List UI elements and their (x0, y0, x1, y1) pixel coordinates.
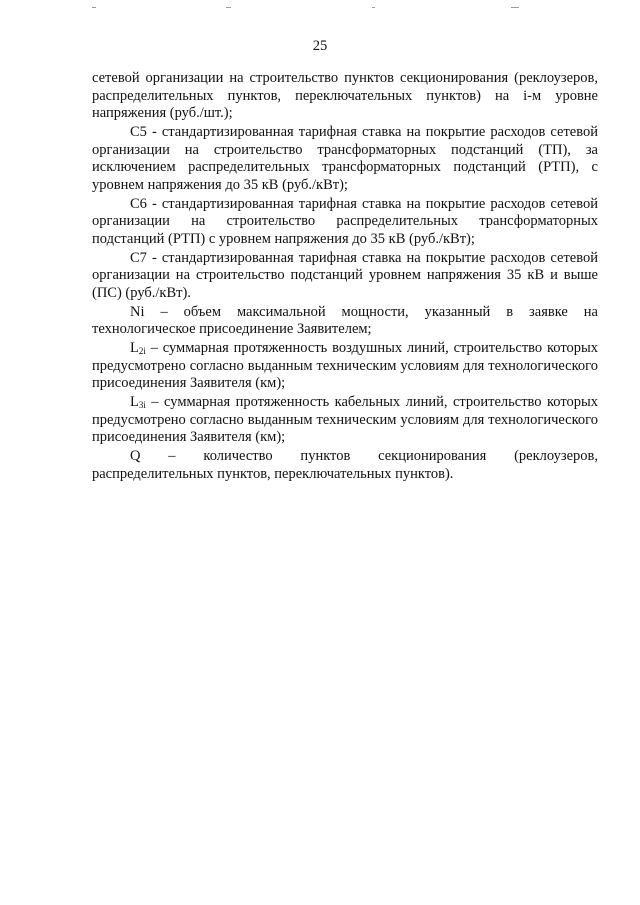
paragraph-c7-definition (92, 250, 598, 303)
scan-artifact (511, 7, 519, 8)
paragraph-text: – суммарная протяженность кабельных линий, строительство которых предусмотрено согласно выданным техническим условиям для технологического присоединения Заявителя (км); (92, 394, 598, 445)
scan-artifact (372, 7, 375, 8)
document-body (92, 70, 598, 485)
symbol-subscript-2i: 2i (138, 346, 146, 356)
paragraph-q-definition (92, 448, 598, 483)
paragraph-c6-definition (92, 196, 598, 249)
paragraph-text: – объем максимальной мощности, указанный в заявке на технологическое присоединение Заявителем; (92, 303, 598, 337)
symbol-c6: С6 (130, 195, 147, 212)
paragraph-l3i-definition (92, 394, 598, 447)
paragraph-text: - стандартизированная тарифная ставка на покрытие расходов сетевой организации на строительство трансформаторных подстанций (ТП), за исключением распределительных трансформаторных подстанций (РТП), с уровнем напряжения до 35 кВ (руб./кВт); (92, 124, 598, 193)
paragraph-text: – суммарная протяженность воздушных линий, строительство которых предусмотрено согласно выданным техническим условиям для технологического присоединения Заявителя (км); (92, 340, 598, 391)
paragraph-l2i-definition (92, 340, 598, 393)
symbol-subscript-3i: 3i (138, 400, 146, 410)
page-number: 25 (312, 38, 328, 54)
paragraph-text: сетевой организации на строительство пунктов секционирования (реклоузеров, распределительных пунктов, переключательных пунктов) на i-м уровне напряжения (руб./шт.); (92, 70, 598, 121)
symbol-c5: С5 (130, 124, 147, 140)
paragraph-c5-definition (92, 124, 598, 194)
paragraph-text: - стандартизированная тарифная ставка на покрытие расходов сетевой организации на строительство распределительных трансформаторных подстанций (РТП) с уровнем напряжения до 35 кВ (руб./кВт); (92, 195, 598, 247)
paragraph-text: - стандартизированная тарифная ставка на покрытие расходов сетевой организации на строительство подстанций уровнем напряжения 35 кВ и выше (ПС) (руб./кВт). (92, 249, 598, 301)
paragraph-text: – количество пунктов секционирования (реклоузеров, распределительных пунктов, переключательных пунктов). (92, 448, 598, 482)
paragraph-continuation (92, 70, 598, 123)
paragraph-ni-definition (92, 304, 598, 339)
scan-artifact (226, 7, 231, 8)
scan-artifact (92, 7, 96, 8)
symbol-q: Q (130, 448, 141, 464)
symbol-c7: С7 (130, 249, 147, 266)
symbol-l: L (130, 340, 139, 356)
symbol-ni: Ni (130, 303, 145, 320)
symbol-l: L (130, 394, 139, 410)
